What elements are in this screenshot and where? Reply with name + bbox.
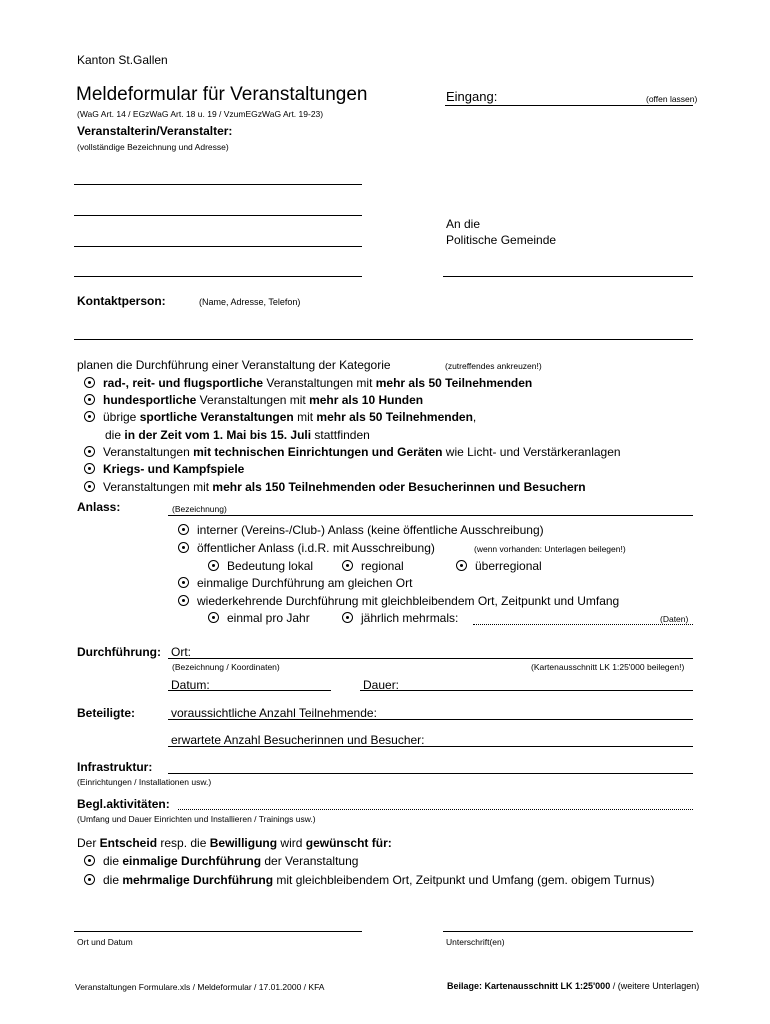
organizer-line-1[interactable] xyxy=(74,184,362,185)
map-note: (Kartenausschnitt LK 1:25'000 beilegen!) xyxy=(531,662,685,672)
infrastructure-field[interactable] xyxy=(168,773,693,774)
organizer-label: Veranstalterin/Veranstalter: xyxy=(77,124,233,138)
activities-hint: (Umfang und Dauer Einrichten und Installieren / Trainings usw.) xyxy=(77,814,316,824)
recipient-municipality-field[interactable] xyxy=(443,276,693,277)
radio-circle-icon[interactable] xyxy=(84,463,95,474)
dates-field[interactable] xyxy=(473,624,693,625)
radio-circle-icon[interactable] xyxy=(84,855,95,866)
place-date-field[interactable] xyxy=(74,931,362,932)
significance-regional-option[interactable]: regional xyxy=(342,559,404,573)
radio-circle-icon[interactable] xyxy=(208,612,219,623)
radio-circle-icon[interactable] xyxy=(342,560,353,571)
category-note: (zutreffendes ankreuzen!) xyxy=(445,361,542,371)
date-label: Datum: xyxy=(171,678,210,692)
anlass-recurring-option[interactable]: wiederkehrende Durchführung mit gleichbleibendem Ort, Zeitpunkt und Umfang xyxy=(178,594,619,608)
organizer-line-2[interactable] xyxy=(74,215,362,216)
anlass-internal-option[interactable]: interner (Vereins-/Club-) Anlass (keine öffentliche Ausschreibung) xyxy=(178,523,544,537)
infrastructure-hint: (Einrichtungen / Installationen usw.) xyxy=(77,777,212,787)
decision-intro: Der Entscheid resp. die Bewilligung wird gewünscht für: xyxy=(77,836,392,850)
recipient-line-2: Politische Gemeinde xyxy=(446,233,557,247)
expected-participants-label: voraussichtliche Anzahl Teilnehmende: xyxy=(171,706,377,720)
category-option-bike-horse-flight[interactable]: rad-, reit- und flugsportliche Veranstaltungen mit mehr als 50 Teilnehmenden xyxy=(84,376,532,390)
organizer-line-4[interactable] xyxy=(74,276,362,277)
anlass-public-note: (wenn vorhanden: Unterlagen beilegen!) xyxy=(474,544,626,554)
organizer-hint: (vollständige Bezeichnung und Adresse) xyxy=(77,142,229,152)
infrastructure-label: Infrastruktur: xyxy=(77,760,153,774)
contact-label: Kontaktperson: xyxy=(77,294,166,308)
expected-visitors-field[interactable] xyxy=(168,746,693,747)
category-option-dog-sports[interactable]: hundesportliche Veranstaltungen mit mehr als 10 Hunden xyxy=(84,393,423,407)
activities-label: Begl.aktivitäten: xyxy=(77,797,170,811)
decision-multiple-option[interactable]: die mehrmalige Durchführung mit gleichbleibendem Ort, Zeitpunkt und Umfang (gem. obigem Turnus) xyxy=(84,873,655,887)
execution-label: Durchführung: xyxy=(77,645,161,659)
radio-circle-icon[interactable] xyxy=(84,446,95,457)
duration-field[interactable] xyxy=(360,690,693,691)
expected-visitors-label: erwartete Anzahl Besucherinnen und Besucher: xyxy=(171,733,425,747)
eingang-note: (offen lassen) xyxy=(646,94,698,104)
contact-hint: (Name, Adresse, Telefon) xyxy=(199,297,301,307)
radio-circle-icon[interactable] xyxy=(84,874,95,885)
anlass-once-option[interactable]: einmalige Durchführung am gleichen Ort xyxy=(178,576,412,590)
execution-place-field[interactable] xyxy=(168,658,693,659)
radio-circle-icon[interactable] xyxy=(178,577,189,588)
place-date-label: Ort und Datum xyxy=(77,937,133,947)
signature-label: Unterschrift(en) xyxy=(446,937,505,947)
frequency-multiple-option[interactable]: jährlich mehrmals: xyxy=(342,611,458,625)
radio-circle-icon[interactable] xyxy=(178,542,189,553)
category-option-other-sports[interactable]: übrige sportliche Veranstaltungen mit mehr als 50 Teilnehmenden, xyxy=(84,410,476,424)
radio-circle-icon[interactable] xyxy=(84,411,95,422)
decision-once-option[interactable]: die einmalige Durchführung der Veranstaltung xyxy=(84,854,358,868)
anlass-public-option[interactable]: öffentlicher Anlass (i.d.R. mit Ausschreibung) xyxy=(178,541,435,555)
frequency-yearly-option[interactable]: einmal pro Jahr xyxy=(208,611,310,625)
expected-participants-field[interactable] xyxy=(168,719,693,720)
significance-supraregional-option[interactable]: überregional xyxy=(456,559,542,573)
eingang-label: Eingang: xyxy=(446,89,498,104)
radio-circle-icon[interactable] xyxy=(456,560,467,571)
contact-field[interactable] xyxy=(74,339,693,340)
duration-label: Dauer: xyxy=(363,678,400,692)
recipient-line-1: An die xyxy=(446,217,481,231)
dates-hint: (Daten) xyxy=(660,614,689,624)
organizer-line-3[interactable] xyxy=(74,246,362,247)
execution-place-hint: (Bezeichnung / Koordinaten) xyxy=(172,662,280,672)
date-field[interactable] xyxy=(168,690,331,691)
radio-circle-icon[interactable] xyxy=(84,481,95,492)
category-option-other-sports-period: die in der Zeit vom 1. Mai bis 15. Juli stattfinden xyxy=(105,428,370,442)
anlass-field[interactable] xyxy=(168,515,693,516)
radio-circle-icon[interactable] xyxy=(178,524,189,535)
form-title: Meldeformular für Veranstaltungen xyxy=(76,84,368,105)
category-option-large-events[interactable]: Veranstaltungen mit mehr als 150 Teilnehmenden oder Besucherinnen und Besuchern xyxy=(84,480,586,494)
eingang-field[interactable] xyxy=(445,105,693,106)
category-intro: planen die Durchführung einer Veranstaltung der Kategorie xyxy=(77,358,391,372)
category-option-war-games[interactable]: Kriegs- und Kampfspiele xyxy=(84,462,244,476)
footer-enclosure: Beilage: Kartenausschnitt LK 1:25'000 / (weitere Unterlagen) xyxy=(447,981,700,991)
legal-reference: (WaG Art. 14 / EGzWaG Art. 18 u. 19 / VzumEGzWaG Art. 19-23) xyxy=(77,109,324,119)
footer-file-reference: Veranstaltungen Formulare.xls / Meldeformular / 17.01.2000 / KFA xyxy=(75,982,325,992)
radio-circle-icon[interactable] xyxy=(84,377,95,388)
canton-label: Kanton St.Gallen xyxy=(77,53,168,67)
activities-field[interactable] xyxy=(178,809,693,810)
radio-circle-icon[interactable] xyxy=(208,560,219,571)
category-option-technical[interactable]: Veranstaltungen mit technischen Einrichtungen und Geräten wie Licht- und Verstärkeranlagen xyxy=(84,445,621,459)
radio-circle-icon[interactable] xyxy=(178,595,189,606)
anlass-label: Anlass: xyxy=(77,500,121,514)
radio-circle-icon[interactable] xyxy=(342,612,353,623)
execution-place-label: Ort: xyxy=(171,645,191,659)
anlass-hint: (Bezeichnung) xyxy=(172,504,227,514)
participants-label: Beteiligte: xyxy=(77,706,136,720)
significance-local-option[interactable]: Bedeutung lokal xyxy=(208,559,313,573)
signature-field[interactable] xyxy=(443,931,693,932)
radio-circle-icon[interactable] xyxy=(84,394,95,405)
